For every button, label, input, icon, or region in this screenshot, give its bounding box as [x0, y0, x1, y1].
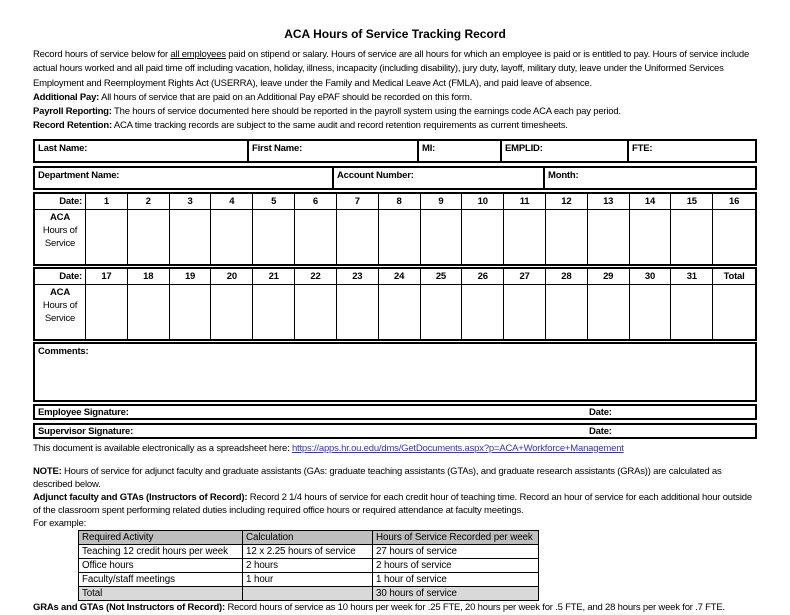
- hours-of-line: Hours of: [42, 224, 78, 236]
- adjunct-label: Adjunct faculty and GTAs (Instructors of Record):: [33, 491, 248, 503]
- date-header-cell: 20: [211, 269, 253, 285]
- date-header-cell: 25: [421, 269, 463, 285]
- hours-entry-cell: [421, 285, 463, 339]
- hours-entry-cell: [546, 285, 588, 339]
- mi-field: MI:: [419, 141, 502, 161]
- date-header-cell: 7: [337, 194, 379, 210]
- additional-pay-note: [33, 91, 757, 105]
- date-header-cell: 8: [379, 194, 421, 210]
- date-header-cell: 16: [713, 194, 755, 210]
- payroll-reporting-text: The hours of service documented here should be reported in the payroll system using the earnings code ACA each pay period.: [111, 106, 621, 118]
- date-header-cell: 31: [671, 269, 713, 285]
- gras-text: Record hours of service as 10 hours per week for .25 FTE, 20 hours per week for .5 FTE, and 28 hours per week for .7 FTE.: [225, 601, 725, 613]
- hours-entry-cell: [86, 285, 128, 339]
- availability-text: This document is available electronically as a spreadsheet here:: [33, 442, 292, 454]
- service-line: Service: [44, 237, 76, 249]
- hours-entry-cell: [211, 210, 253, 264]
- date-header-cell: 1: [86, 194, 128, 210]
- hours-grid-days-1-16: [33, 192, 757, 266]
- hours-entry-cell: [546, 210, 588, 264]
- employee-signature-date-label: Date:: [589, 406, 612, 418]
- cell-activity: Faculty/staff meetings: [79, 572, 243, 586]
- cell-calculation: 1 hour: [243, 572, 373, 586]
- hours-entry-cell: [295, 285, 337, 339]
- date-row-label: Date:: [35, 194, 86, 210]
- page-title: ACA Hours of Service Tracking Record: [284, 27, 506, 41]
- date-header-cell: 18: [128, 269, 170, 285]
- hours-entry-cell: [462, 285, 504, 339]
- account-number-field: Account Number:: [334, 168, 545, 188]
- employee-signature-label: Employee Signature:: [38, 406, 129, 418]
- date-header-cell: 28: [546, 269, 588, 285]
- date-header-cell: 15: [671, 194, 713, 210]
- cell-activity: Office hours: [79, 558, 243, 572]
- supervisor-signature-date-label: Date:: [589, 425, 612, 437]
- gras-line: [33, 601, 757, 614]
- department-fields-row: [33, 166, 757, 190]
- hours-entry-cell: [504, 285, 546, 339]
- hours-entry-cell: [588, 210, 630, 264]
- month-field: Month:: [548, 169, 579, 181]
- aca-line: ACA: [50, 211, 70, 223]
- date-header-cell: 19: [170, 269, 212, 285]
- cell-total-hours: 30 hours of service: [373, 586, 539, 600]
- payroll-reporting-label: Payroll Reporting:: [33, 106, 112, 118]
- adjunct-text: Record 2 1/4 hours of service for each credit hour of teaching time. Record an hour of service for each additional hour outside of the classroom spent performing related duties including required office hours or required attendance at faculty meetings.: [33, 491, 752, 516]
- date-header-cell: 23: [337, 269, 379, 285]
- record-retention-label: Record Retention:: [33, 120, 112, 132]
- date-header-cell: 26: [462, 269, 504, 285]
- date-header-cell: 27: [504, 269, 546, 285]
- hours-entry-cell: [295, 210, 337, 264]
- employee-signature-row: [33, 404, 757, 420]
- date-header-cell: 22: [295, 269, 337, 285]
- spreadsheet-link[interactable]: https://apps.hr.ou.edu/dms/GetDocuments.aspx?p=ACA+Workforce+Management: [291, 442, 624, 454]
- cell-hours: 27 hours of service: [373, 544, 539, 558]
- all-employees-underlined: all employees: [170, 49, 226, 60]
- tracking-form: [33, 139, 757, 439]
- hours-entry-cell: [588, 285, 630, 339]
- date-header-cell: 2: [128, 194, 170, 210]
- for-example-line: For example:: [33, 517, 87, 529]
- date-header-cell: 17: [86, 269, 128, 285]
- hours-entry-cell: [379, 285, 421, 339]
- hours-entry-cell: [211, 285, 253, 339]
- hours-entry-cell: [713, 210, 755, 264]
- hours-row-1: [35, 210, 755, 264]
- intro-paragraph: [33, 48, 757, 91]
- cell-activity: Teaching 12 credit hours per week: [79, 544, 243, 558]
- emplid-field: EMPLID:: [502, 141, 629, 161]
- hours-entry-cell: [462, 210, 504, 264]
- supervisor-signature-label: Supervisor Signature:: [38, 425, 134, 437]
- comments-box: [33, 342, 757, 402]
- date-header-cell: 4: [211, 194, 253, 210]
- example-calculation-table: [78, 530, 539, 601]
- date-header-cell: 21: [253, 269, 295, 285]
- example-table-header-row: [79, 530, 539, 544]
- date-header-cell: 9: [421, 194, 463, 210]
- total-header-cell: Total: [713, 269, 755, 285]
- date-header-cell: 12: [546, 194, 588, 210]
- hours-entry-cell: [253, 285, 295, 339]
- cell-hours: 2 hours of service: [373, 558, 539, 572]
- fte-field: FTE:: [632, 142, 653, 154]
- total-entry-cell: [713, 285, 755, 339]
- payroll-reporting-note: [33, 105, 757, 119]
- hours-entry-cell: [337, 210, 379, 264]
- supervisor-signature-row: [33, 423, 757, 439]
- date-header-cell: 11: [504, 194, 546, 210]
- table-row: [79, 558, 539, 572]
- hours-row-2: [35, 285, 755, 339]
- hours-entry-cell: [504, 210, 546, 264]
- cell-hours: 1 hour of service: [373, 572, 539, 586]
- adjunct-line: [33, 491, 757, 517]
- table-total-row: [79, 586, 539, 600]
- hours-entry-cell: [630, 285, 672, 339]
- date-header-cell: 30: [630, 269, 672, 285]
- hours-entry-cell: [379, 210, 421, 264]
- intro-pre: Record hours of service below for: [33, 49, 171, 60]
- hours-entry-cell: [170, 285, 212, 339]
- header-hours-recorded: Hours of Service Recorded per week: [373, 530, 539, 544]
- gras-label: GRAs and GTAs (Not Instructors of Record):: [33, 601, 225, 613]
- hours-entry-cell: [630, 210, 672, 264]
- cell-total-calculation: [243, 586, 373, 600]
- service-line: Service: [44, 312, 76, 324]
- date-header-cell: 13: [588, 194, 630, 210]
- date-header-cell: 6: [295, 194, 337, 210]
- date-header-cell: 29: [588, 269, 630, 285]
- last-name-field: Last Name:: [35, 141, 249, 161]
- date-header-cell: 14: [630, 194, 672, 210]
- cell-calculation: 2 hours: [243, 558, 373, 572]
- aca-hours-of-service-label: [35, 210, 86, 264]
- cell-calculation: 12 x 2.25 hours of service: [243, 544, 373, 558]
- header-calculation: Calculation: [243, 530, 373, 544]
- hours-entry-cell: [253, 210, 295, 264]
- hours-of-line: Hours of: [42, 299, 78, 311]
- additional-pay-label: Additional Pay:: [33, 91, 100, 103]
- department-name-field: Department Name:: [35, 168, 334, 188]
- hours-entry-cell: [671, 285, 713, 339]
- header-required-activity: Required Activity: [79, 530, 243, 544]
- date-header-row-1: [35, 194, 755, 210]
- bottom-notes: [33, 465, 757, 614]
- first-name-field: First Name:: [249, 141, 419, 161]
- note-text: Hours of service for adjunct faculty and graduate assistants (GAs: graduate teaching assistants (GTAs), and graduate research assistants (GRAs)) are calculated as described below.: [33, 465, 722, 490]
- aca-line: ACA: [50, 286, 70, 298]
- hours-entry-cell: [128, 285, 170, 339]
- note-line: [33, 465, 757, 491]
- cell-total-label: Total: [79, 586, 243, 600]
- intro-post: paid on stipend or salary. Hours of service are all hours for which an employee is paid or is entitled to pay. Hours of service include actual hours worked and all paid time off including vacation, holiday, illness, incapacity (including disability), jury duty, layoff, military duty, leave under the Uniformed Services Employment and Reemployment Rights Act (USERRA), leave under the Family and Medical Leave Act (FMLA), and paid leave of absence.: [33, 49, 750, 89]
- date-header-cell: 24: [379, 269, 421, 285]
- hours-entry-cell: [128, 210, 170, 264]
- aca-hours-of-service-label: [35, 285, 86, 339]
- comments-label: Comments:: [38, 345, 89, 357]
- note-label: NOTE:: [33, 465, 62, 477]
- hours-entry-cell: [86, 210, 128, 264]
- additional-pay-text: All hours of service that are paid on an Additional Pay ePAF should be recorded on this form.: [99, 91, 473, 103]
- hours-entry-cell: [170, 210, 212, 264]
- date-header-cell: 3: [170, 194, 212, 210]
- hours-grid-days-17-31: [33, 267, 757, 341]
- date-header-cell: 5: [253, 194, 295, 210]
- hours-entry-cell: [671, 210, 713, 264]
- date-header-cell: 10: [462, 194, 504, 210]
- table-row: [79, 544, 539, 558]
- record-retention-text: ACA time tracking records are subject to the same audit and record retention requirements as current timesheets.: [111, 120, 568, 132]
- availability-line: [33, 443, 757, 455]
- date-row-label: Date:: [35, 269, 86, 285]
- table-row: [79, 572, 539, 586]
- hours-entry-cell: [337, 285, 379, 339]
- date-header-row-2: [35, 269, 755, 285]
- hours-entry-cell: [421, 210, 463, 264]
- record-retention-note: [33, 119, 757, 133]
- name-fields-row: [33, 139, 757, 163]
